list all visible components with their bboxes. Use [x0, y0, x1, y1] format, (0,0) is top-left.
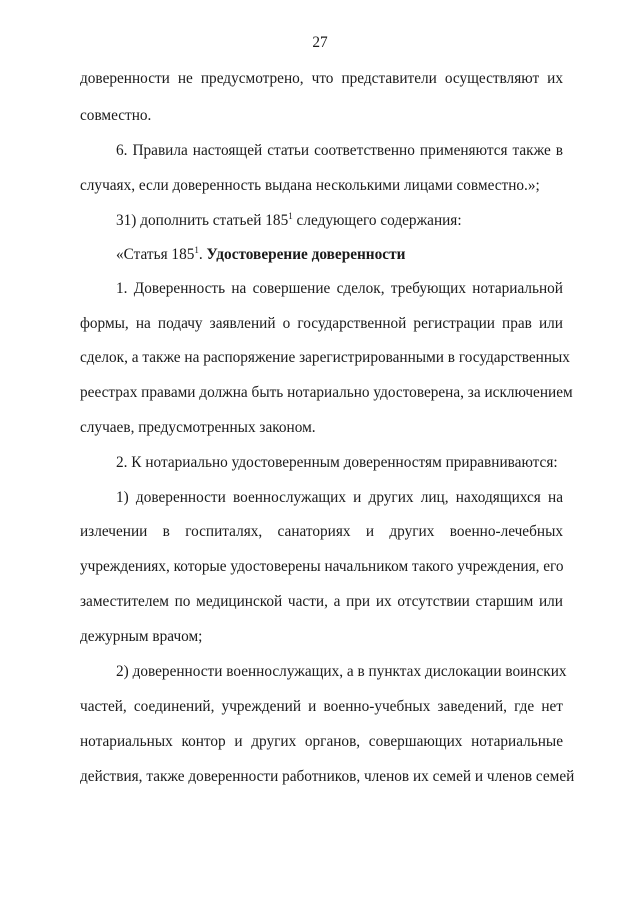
text-line: случаях, если доверенность выдана несколькими лицами совместно.»;	[80, 177, 540, 194]
text-line: доверенности не предусмотрено, что представители осуществляют их	[80, 70, 563, 87]
text-line: действия, также доверенности работников, членов их семей и членов семей	[80, 768, 575, 785]
text-line: 6. Правила настоящей статьи соответственно применяются также в	[116, 142, 563, 159]
text-line: сделок, а также на распоряжение зарегистрированными в государственных	[80, 349, 570, 366]
text-line: частей, соединений, учреждений и военно-учебных заведений, где нет	[80, 698, 563, 715]
text-line: дежурным врачом;	[80, 628, 203, 645]
text-line: формы, на подачу заявлений о государственной регистрации прав или	[80, 315, 563, 332]
amendment-31: 31) дополнить статьей $185^1$ следующего содержания:	[116, 210, 462, 229]
text-line: 1. Доверенность на совершение сделок, требующих нотариальной	[116, 280, 563, 297]
text-line: излечении в госпиталях, санаториях и других военно-лечебных	[80, 523, 563, 540]
text-line: случаев, предусмотренных законом.	[80, 419, 316, 436]
text-line: реестрах правами должна быть нотариально удостоверена, за исключением	[80, 384, 573, 401]
text-line: учреждениях, которые удостоверены начальником такого учреждения, его	[80, 558, 564, 575]
text-line: 2. К нотариально удостоверенным доверенностям приравниваются:	[116, 454, 558, 471]
text-line: заместителем по медицинской части, а при их отсутствии старшим или	[80, 593, 563, 610]
text-line: нотариальных контор и других органов, совершающих нотариальные	[80, 733, 563, 750]
article-heading: «Статья $185^1$. Удостоверение доверенности	[116, 244, 406, 263]
text-line: 1) доверенности военнослужащих и других лиц, находящихся на	[116, 489, 563, 506]
text-line: 2) доверенности военнослужащих, а в пунктах дислокации воинских	[116, 663, 567, 680]
page-number: 27	[312, 34, 328, 51]
text-line: совместно.	[80, 107, 152, 124]
